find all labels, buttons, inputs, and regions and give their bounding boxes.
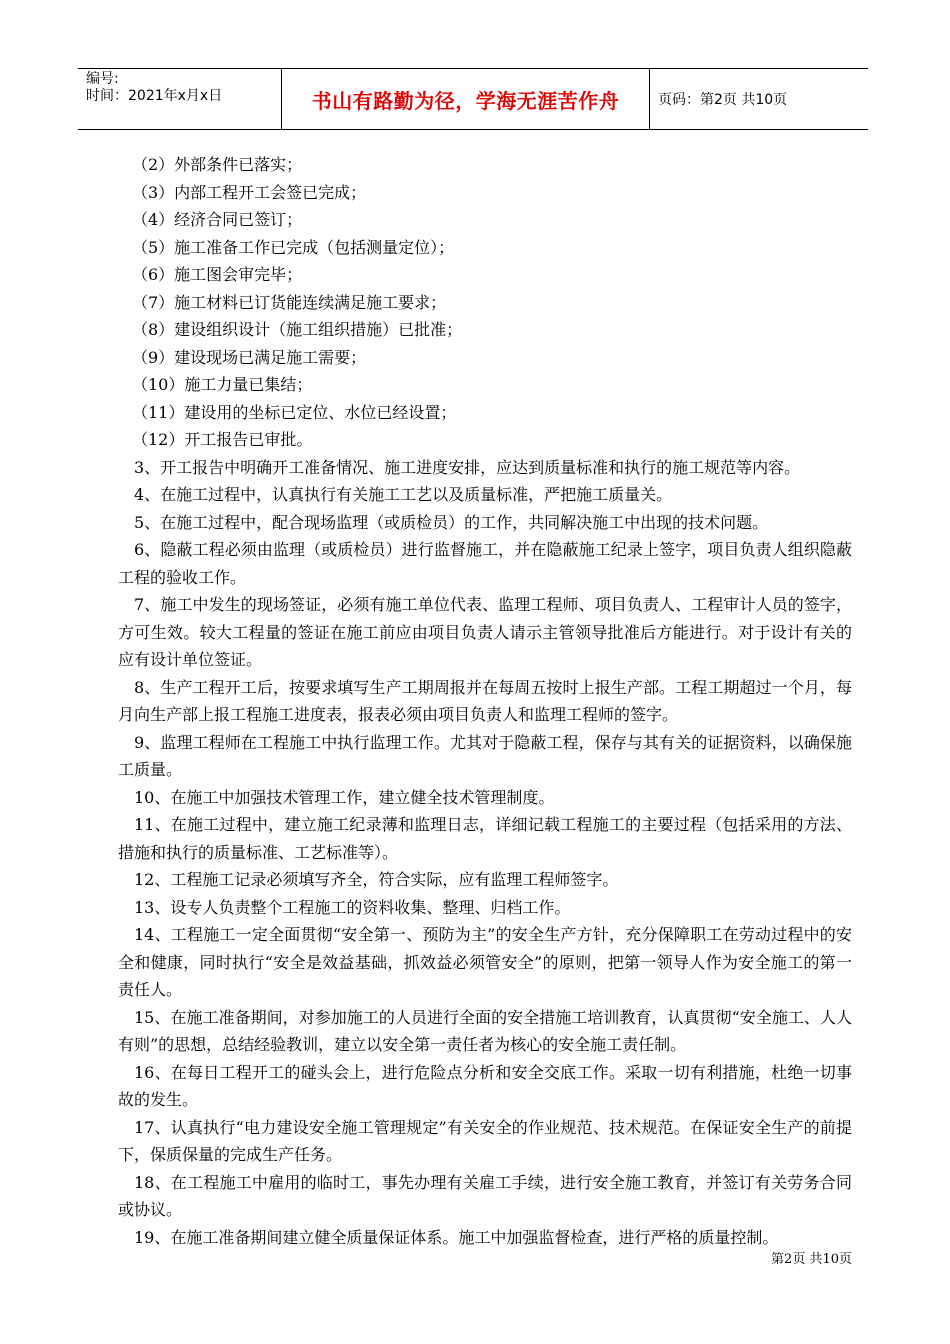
header-page-info: 页码：第2页 共10页 bbox=[658, 92, 788, 108]
paragraph: 14、工程施工一定全面贯彻“安全第一、预防为主”的安全生产方针，充分保障职工在劳动过程中的安全和健康，同时执行“安全是效益基础，抓效益必须管安全”的原则，把第一领导人作为安全施工的第一责任人。 bbox=[118, 925, 852, 999]
paragraph: 16、在每日工程开工的碰头会上，进行危险点分析和安全交底工作。采取一切有利措施，杜绝一切事故的发生。 bbox=[118, 1062, 852, 1109]
page-footer: 第2页 共10页 bbox=[771, 1252, 852, 1267]
list-item: （11）建设用的坐标已定位、水位已经设置； bbox=[132, 402, 457, 422]
list-item: （8）建设组织设计（施工组织措施）已批准； bbox=[132, 320, 463, 339]
paragraph: 19、在施工准备期间建立健全质量保证体系。施工中加强监督检查，进行严格的质量控制。 bbox=[134, 1227, 779, 1247]
page-header bbox=[78, 68, 868, 130]
header-motto: 书山有路勤为径，学海无涯苦作舟 bbox=[311, 88, 620, 113]
list-item: （4）经济合同已签订； bbox=[132, 210, 303, 229]
paragraph: 13、设专人负责整个工程施工的资料收集、整理、归档工作。 bbox=[134, 897, 571, 917]
list-item: （9）建设现场已满足施工需要； bbox=[132, 347, 367, 367]
document-body bbox=[118, 151, 852, 1251]
header-motto-cell bbox=[282, 69, 650, 129]
paragraph: 17、认真执行“电力建设安全施工管理规定”有关安全的作业规范、技术规范。在保证安全生产的前提下，保质保量的完成生产任务。 bbox=[118, 1117, 852, 1164]
paragraph: 6、隐蔽工程必须由监理（或质检员）进行监督施工，并在隐蔽施工纪录上签字，项目负责人组织隐蔽工程的验收工作。 bbox=[118, 540, 852, 587]
paragraph: 11、在施工过程中，建立施工纪录薄和监理日志，详细记载工程施工的主要过程（包括采用的方法、措施和执行的质量标准、工艺标准等）。 bbox=[118, 815, 852, 862]
paragraph: 5、在施工过程中，配合现场监理（或质检员）的工作，共同解决施工中出现的技术问题。 bbox=[134, 512, 769, 532]
list-item: （2）外部条件已落实； bbox=[132, 155, 303, 174]
list-item: （3）内部工程开工会签已完成； bbox=[132, 182, 367, 202]
list-item: （12）开工报告已审批。 bbox=[132, 430, 313, 449]
list-item: （6）施工图会审完毕； bbox=[132, 265, 303, 284]
paragraph: 15、在施工准备期间，对参加施工的人员进行全面的安全措施工培训教育，认真贯彻“安全施工、人人有则”的思想，总结经验教训，建立以安全第一责任者为核心的安全施工责任制。 bbox=[118, 1007, 852, 1054]
paragraph: 3、开工报告中明确开工准备情况、施工进度安排，应达到质量标准和执行的施工规范等内容。 bbox=[134, 457, 801, 477]
list-item: （5）施工准备工作已完成（包括测量定位）； bbox=[132, 237, 455, 257]
paragraph: 18、在工程施工中雇用的临时工，事先办理有关雇工手续，进行安全施工教育，并签订有关劳务合同或协议。 bbox=[118, 1172, 852, 1219]
paragraph: 12、工程施工记录必须填写齐全，符合实际，应有监理工程师签字。 bbox=[134, 870, 619, 889]
header-page-cell bbox=[650, 69, 868, 129]
paragraph: 10、在施工中加强技术管理工作，建立健全技术管理制度。 bbox=[134, 787, 555, 807]
header-meta-cell bbox=[78, 69, 282, 129]
list-item: （7）施工材料已订货能连续满足施工要求； bbox=[132, 292, 447, 312]
paragraph: 8、生产工程开工后，按要求填写生产工期周报并在每周五按时上报生产部。工程工期超过一个月，每月向生产部上报工程施工进度表，报表必须由项目负责人和监理工程师的签字。 bbox=[118, 677, 852, 724]
paragraph: 4、在施工过程中，认真执行有关施工工艺以及质量标准，严把施工质量关。 bbox=[134, 485, 673, 504]
paragraph: 7、施工中发生的现场签证，必须有施工单位代表、监理工程师、项目负责人、工程审计人员的签字，方可生效。较大工程量的签证在施工前应由项目负责人请示主管领导批准后方能进行。对于设计有关的应有设计单位签证。 bbox=[118, 595, 852, 669]
document-time: 时间：2021年x月x日 bbox=[86, 88, 223, 104]
document-number-label: 编号: bbox=[86, 71, 119, 87]
list-item: （10）施工力量已集结； bbox=[132, 375, 313, 394]
paragraph: 9、监理工程师在工程施工中执行监理工作。尤其对于隐蔽工程，保存与其有关的证据资料，以确保施工质量。 bbox=[118, 732, 852, 779]
